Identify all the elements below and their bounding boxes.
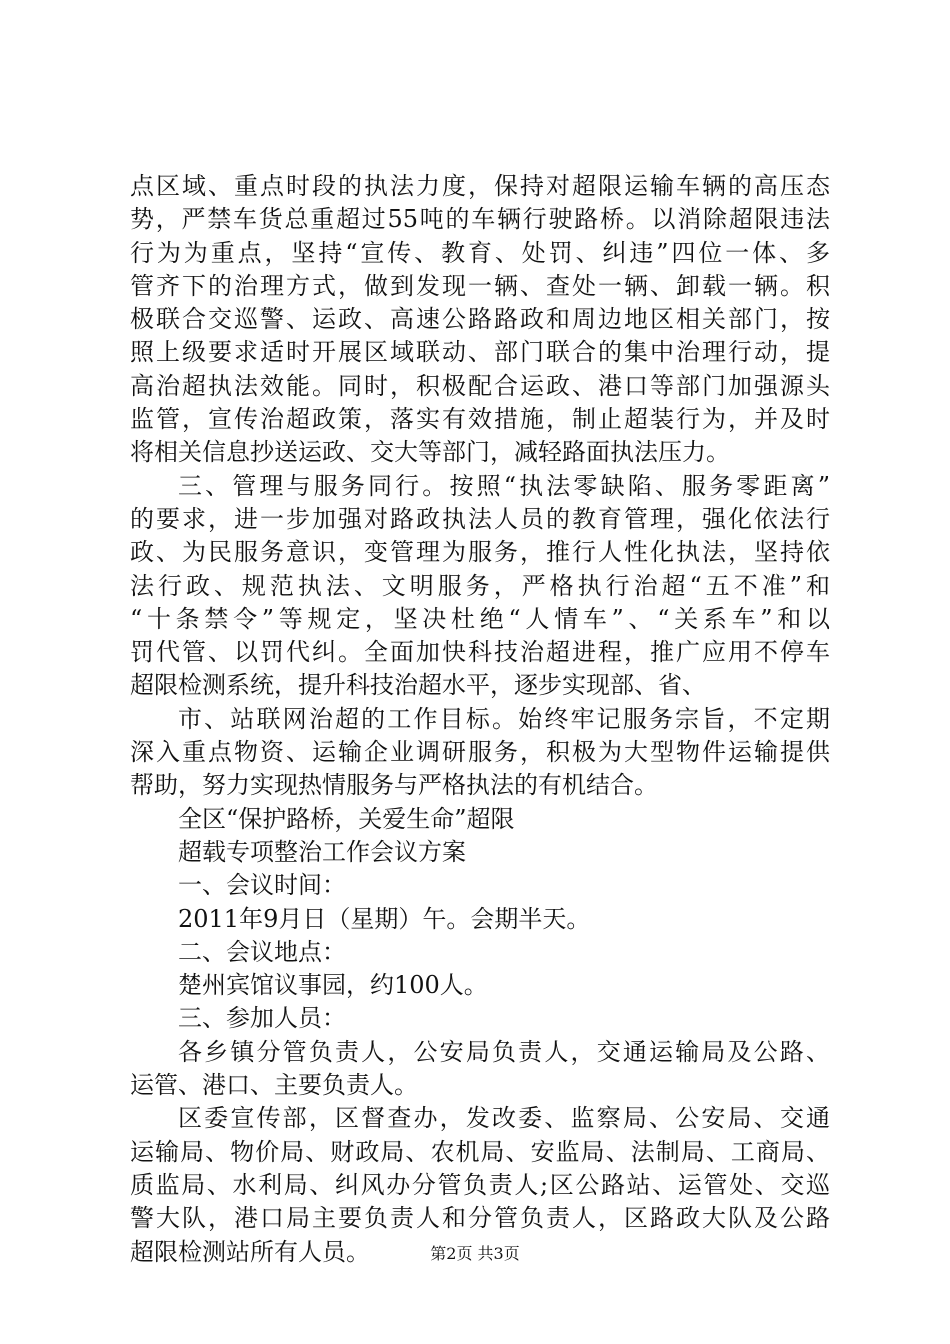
text-line: 超限检测系统，提升科技治超水平，逐步实现部、省、 bbox=[130, 671, 706, 700]
text-line: 楚州宾馆议事园，约100人。 bbox=[178, 971, 488, 1000]
text-line: 三、管理与服务同行。按照“执法零缺陷、服务零距离” bbox=[178, 471, 830, 500]
text-line: 各乡镇分管负责人，公安局负责人，交通运输局及公路、 bbox=[178, 1037, 830, 1066]
section-heading: 全区“保护路桥，关爱生命”超限 bbox=[178, 804, 515, 833]
text-line: 将相关信息抄送运政、交大等部门，减轻路面执法压力。 bbox=[130, 438, 730, 467]
text-line: 高治超执法效能。同时，积极配合运政、港口等部门加强源头 bbox=[130, 371, 830, 400]
text-line: 2011年9月日（星期）午。会期半天。 bbox=[178, 904, 591, 933]
text-line: 运管、港口、主要负责人。 bbox=[130, 1071, 418, 1100]
text-line: 监管，宣传治超政策，落实有效措施，制止超装行为，并及时 bbox=[130, 405, 830, 434]
text-line: 管齐下的治理方式，做到发现一辆、查处一辆、卸载一辆。积 bbox=[130, 271, 830, 300]
text-line: 超限检测站所有人员。 bbox=[130, 1237, 370, 1266]
page-footer: 第2页 共3页 bbox=[430, 1244, 520, 1263]
text-line: 市、站联网治超的工作目标。始终牢记服务宗旨，不定期 bbox=[178, 704, 830, 733]
text-line: 政、为民服务意识，变管理为服务，推行人性化执法，坚持依 bbox=[130, 538, 830, 567]
text-line: 罚代管、以罚代纠。全面加快科技治超进程，推广应用不停车 bbox=[130, 638, 830, 667]
text-line: 点区域、重点时段的执法力度，保持对超限运输车辆的高压态 bbox=[130, 172, 830, 200]
section-heading: 超载专项整治工作会议方案 bbox=[178, 837, 466, 866]
section-heading: 一、会议时间： bbox=[178, 871, 346, 900]
text-line: 警大队，港口局主要负责人和分管负责人，区路政大队及公路 bbox=[130, 1204, 830, 1233]
text-line: 行为为重点，坚持“宣传、教育、处罚、纠违”四位一体、多 bbox=[130, 238, 830, 267]
text-line: 质监局、水利局、纠风办分管负责人;区公路站、运管处、交巡 bbox=[130, 1170, 830, 1199]
document-body bbox=[130, 170, 830, 1269]
text-line: 的要求，进一步加强对路政执法人员的教育管理，强化依法行 bbox=[130, 504, 830, 533]
text-line: “十条禁令”等规定，坚决杜绝“人情车”、“关系车”和以 bbox=[130, 604, 830, 633]
text-line: 区委宣传部，区督查办，发改委、监察局、公安局、交通 bbox=[178, 1104, 830, 1133]
section-heading: 二、会议地点： bbox=[178, 937, 346, 966]
text-line: 法行政、规范执法、文明服务，严格执行治超“五不准”和 bbox=[130, 571, 830, 600]
text-line: 运输局、物价局、财政局、农机局、安监局、法制局、工商局、 bbox=[130, 1137, 830, 1166]
text-line: 深入重点物资、运输企业调研服务，积极为大型物件运输提供 bbox=[130, 738, 830, 767]
text-line: 帮助，努力实现热情服务与严格执法的有机结合。 bbox=[130, 771, 658, 800]
text-line: 照上级要求适时开展区域联动、部门联合的集中治理行动，提 bbox=[130, 338, 830, 367]
text-line: 极联合交巡警、运政、高速公路路政和周边地区相关部门，按 bbox=[130, 305, 830, 334]
text-line: 势，严禁车货总重超过55吨的车辆行驶路桥。以消除超限违法 bbox=[130, 205, 830, 234]
section-heading: 三、参加人员： bbox=[178, 1004, 346, 1033]
